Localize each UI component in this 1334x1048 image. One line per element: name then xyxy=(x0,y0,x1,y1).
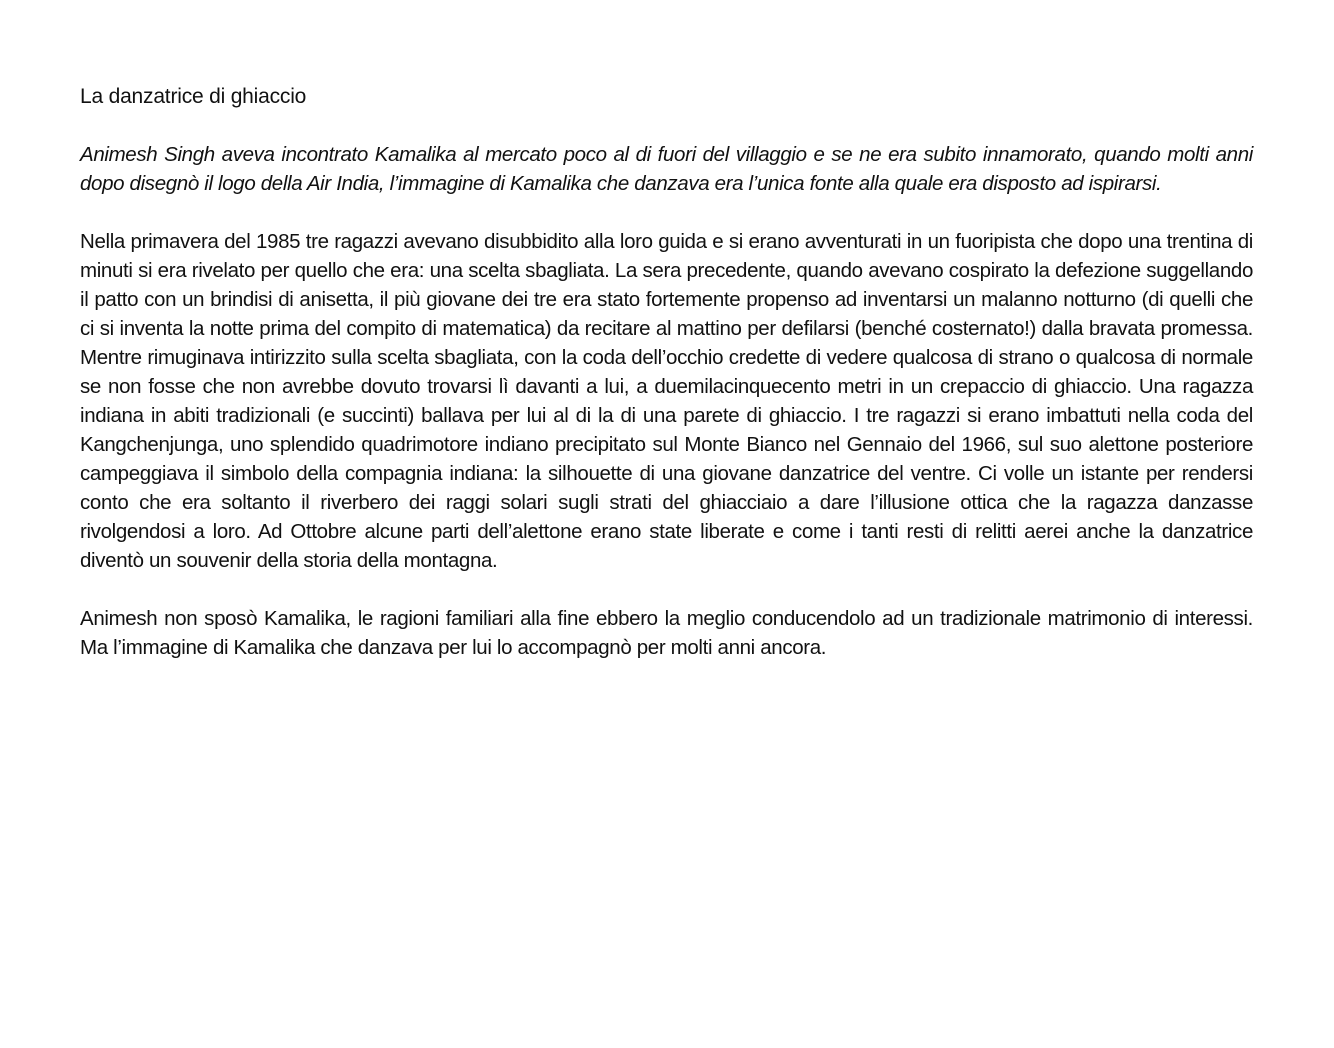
body-paragraph-2: Animesh non sposò Kamalika, le ragioni familiari alla fine ebbero la meglio conducendolo ad un tradizionale matrimonio di interessi. Ma l’immagine di Kamalika che danzava per lui lo accompagnò per molti anni ancora. xyxy=(80,607,1253,659)
intro-paragraph: Animesh Singh aveva incontrato Kamalika al mercato poco al di fuori del villaggio e se ne era subito innamorato, quando molti anni dopo disegnò il logo della Air India, l’immagine di Kamalika che danzava era l’unica fonte alla quale era disposto ad ispirarsi. xyxy=(80,143,1253,195)
document-title: La danzatrice di ghiaccio xyxy=(80,85,307,108)
document-page xyxy=(80,82,1253,662)
body-paragraph-1: Nella primavera del 1985 tre ragazzi avevano disubbidito alla loro guida e si erano avventurati in un fuoripista che dopo una trentina di minuti si era rivelato per quello che era: una scelta sbagliata. La sera precedente, quando avevano cospirato la defezione suggellando il patto con un brindisi di anisetta, il più giovane dei tre era stato fortemente propenso ad inventarsi un malanno notturno (di quelli che ci si inventa la notte prima del compito di matematica) da recitare al mattino per defilarsi (benché costernato!) dalla bravata promessa. Mentre rimuginava intirizzito sulla scelta sbagliata, con la coda dell’occhio credette di vedere qualcosa di strano o qualcosa di normale se non fosse che non avrebbe dovuto trovarsi lì davanti a lui, a duemilacinquecento metri in un crepaccio di ghiaccio. Una ragazza indiana in abiti tradizionali (e succinti) ballava per lui al di la di una parete di ghiaccio. I tre ragazzi si erano imbattuti nella coda del Kangchenjunga, uno splendido quadrimotore indiano precipitato sul Monte Bianco nel Gennaio del 1966, sul suo alettone posteriore campeggiava il simbolo della compagnia indiana: la silhouette di una giovane danzatrice del ventre. Ci volle un istante per rendersi conto che era soltanto il riverbero dei raggi solari sugli strati del ghiacciaio a dare l’illusione ottica che la ragazza danzasse rivolgendosi a loro. Ad Ottobre alcune parti dell’alettone erano state liberate e come i tanti resti di relitti aerei anche la danzatrice diventò un souvenir della storia della montagna. xyxy=(80,230,1253,572)
